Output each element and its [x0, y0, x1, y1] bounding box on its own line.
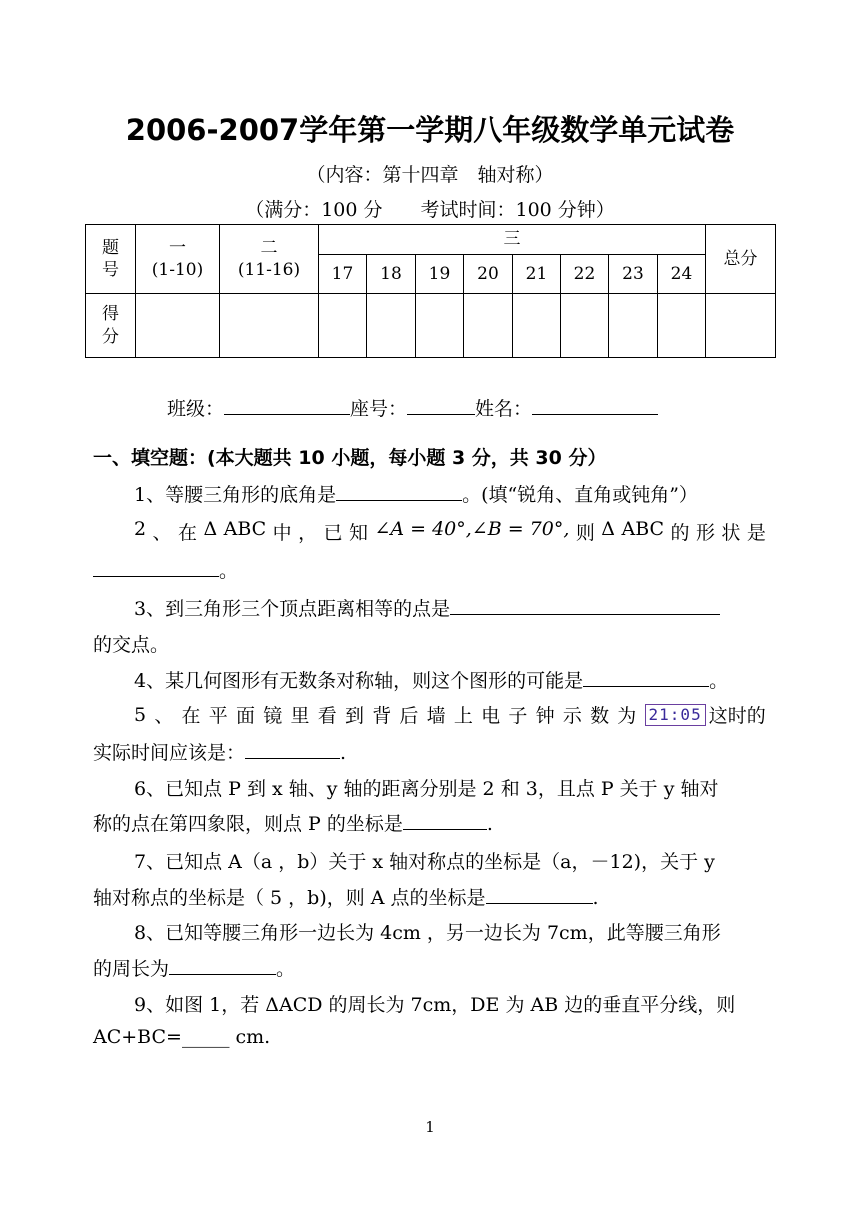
score-cell-19[interactable]: [416, 294, 464, 358]
name-label: 姓名：: [475, 398, 533, 420]
col-section-2-name: 二: [260, 237, 278, 258]
question-8: 8、已知等腰三角形一边长为 4cm ，另一边长为 7cm，此等腰三角形: [134, 922, 721, 944]
col-section-1: [136, 225, 220, 294]
answer-blank-4[interactable]: [583, 686, 709, 687]
question-1: 1、等腰三角形的底角是 。(填“锐角、直角或钝角”）: [134, 484, 698, 506]
question-9: 9、如图 1，若 ΔACD 的周长为 7cm，DE 为 AB 边的垂直平分线，则: [134, 994, 736, 1016]
question-4: 4、某几何图形有无数条对称轴，则这个图形的可能是 。: [134, 670, 729, 692]
seat-field[interactable]: [407, 414, 475, 415]
score-cell-20[interactable]: [464, 294, 513, 358]
col-item-22: 22: [561, 255, 609, 294]
col-item-20: 20: [464, 255, 513, 294]
col-item-18: 18: [367, 255, 416, 294]
answer-blank-3[interactable]: [450, 614, 720, 615]
question-8-line-2: 的周长为 。: [93, 958, 296, 980]
col-item-21: 21: [513, 255, 561, 294]
score-cell-total[interactable]: [706, 294, 776, 358]
score-cell-section-1[interactable]: [136, 294, 220, 358]
score-cell-18[interactable]: [367, 294, 416, 358]
question-3-line-2: 的交点。: [93, 634, 170, 656]
question-7: 7、已知点 A（a ，b）关于 x 轴对称点的坐标是（a，－12)，关于 y: [134, 851, 715, 873]
question-5: 5 、 在 平 面 镜 里 看 到 背 后 墙 上 电 子 钟 示 数 为 21:05 这时的: [134, 703, 766, 727]
answer-blank-7[interactable]: [486, 903, 593, 904]
question-3: 3、到三角形三个顶点距离相等的点是: [134, 594, 720, 621]
col-section-2-range: (11-16): [237, 260, 301, 280]
question-6: 6、已知点 P 到 x 轴、y 轴的距离分别是 2 和 3，且点 P 关于 y 轴对: [134, 778, 719, 800]
col-item-24: 24: [658, 255, 706, 294]
score-table: [85, 224, 776, 358]
col-total: 总分: [706, 225, 776, 294]
question-2-line-2: 。: [93, 556, 238, 583]
question-9-line-2: AC+BC=_____ cm.: [93, 1026, 271, 1048]
class-label: 班级：: [167, 398, 225, 420]
question-2: 2 、 在 Δ ABC 中 ， 已 知 ∠A = 40°,∠B = 70°, 则 Δ ABC 的 形 状 是: [134, 518, 766, 544]
col-item-19: 19: [416, 255, 464, 294]
row-label-score: 得分: [86, 294, 136, 358]
col-item-17: 17: [319, 255, 367, 294]
question-7-line-2: 轴对称点的坐标是（ 5 ，b)，则 A 点的坐标是 .: [93, 887, 599, 909]
question-5-line-2: 实际时间应该是： .: [93, 742, 347, 764]
col-item-23: 23: [609, 255, 658, 294]
page-number: 1: [425, 1118, 435, 1136]
name-field[interactable]: [532, 414, 658, 415]
score-cell-22[interactable]: [561, 294, 609, 358]
exam-content-line: （内容：第十四章 轴对称）: [306, 164, 554, 186]
class-field[interactable]: [224, 414, 350, 415]
answer-blank-1[interactable]: [336, 500, 462, 501]
score-cell-21[interactable]: [513, 294, 561, 358]
clock-wrapper: [645, 703, 701, 726]
score-cell-17[interactable]: [319, 294, 367, 358]
angle-condition: ∠A = 40°,∠B = 70°,: [374, 518, 570, 540]
exam-title: 2006-2007学年第一学期八年级数学单元试卷: [125, 113, 735, 147]
col-section-1-name: 一: [169, 237, 186, 258]
answer-blank-5[interactable]: [245, 758, 340, 759]
student-info-line: [167, 394, 658, 421]
score-cell-24[interactable]: [658, 294, 706, 358]
col-section-3: 三: [319, 225, 706, 255]
answer-blank-2[interactable]: [93, 576, 219, 577]
digital-clock-image: 21:05: [645, 704, 706, 726]
col-section-1-range: (1-10): [151, 260, 204, 280]
exam-meta-line: （满分：100 分 考试时间：100 分钟）: [245, 199, 615, 221]
score-cell-23[interactable]: [609, 294, 658, 358]
col-section-2: [220, 225, 319, 294]
answer-blank-6[interactable]: [403, 829, 487, 830]
question-6-line-2: 称的点在第四象限，则点 P 的坐标是 .: [93, 813, 493, 835]
seat-label: 座号：: [350, 398, 408, 420]
answer-blank-8[interactable]: [169, 974, 276, 975]
score-cell-section-2[interactable]: [220, 294, 319, 358]
row-label-question-number: 题号: [86, 225, 136, 294]
section-1-heading: 一、填空题：(本大题共 10 小题，每小题 3 分，共 30 分）: [93, 447, 607, 469]
